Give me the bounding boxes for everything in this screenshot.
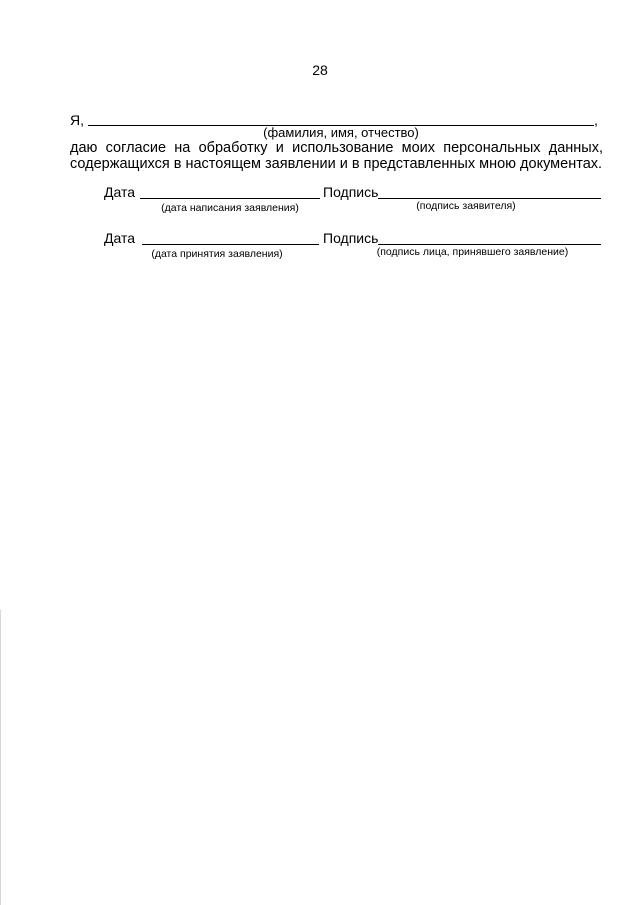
page-number: 28 [312,62,328,78]
consent-line-1 [70,140,603,157]
sign-underline-2 [378,244,601,245]
fio-caption: (фамилия, имя, отчество) [263,125,419,140]
consent-word: согласие [105,140,167,156]
consent-word: использование [292,140,394,156]
consent-word: данных, [548,140,603,156]
consent-word: обработку [198,140,268,156]
scan-edge [0,610,1,905]
date-caption-1: (дата написания заявления) [161,202,299,214]
consent-word: персональных [443,140,541,156]
date-caption-2: (дата принятия заявления) [151,248,283,260]
sign-underline-1 [378,198,601,199]
ya-label: Я, [70,112,84,128]
date-label-2: Дата [104,230,136,246]
date-underline-2 [142,244,319,245]
sign-caption-2: (подпись лица, принявшего заявление) [376,246,569,258]
comma-mark: , [594,112,598,128]
sign-label-2: Подпись [323,230,379,246]
consent-word: и [275,140,284,156]
date-label-1: Дата [104,184,136,200]
date-underline-1 [140,198,320,199]
sign-caption-1: (подпись заявителя) [416,200,516,212]
sign-label-1: Подпись [323,184,379,200]
consent-word: моих [401,140,436,156]
consent-word: на [174,140,191,156]
consent-line-2: содержащихся в настоящем заявлении и в представленных мною документах. [70,156,603,172]
consent-word: даю [70,140,98,156]
